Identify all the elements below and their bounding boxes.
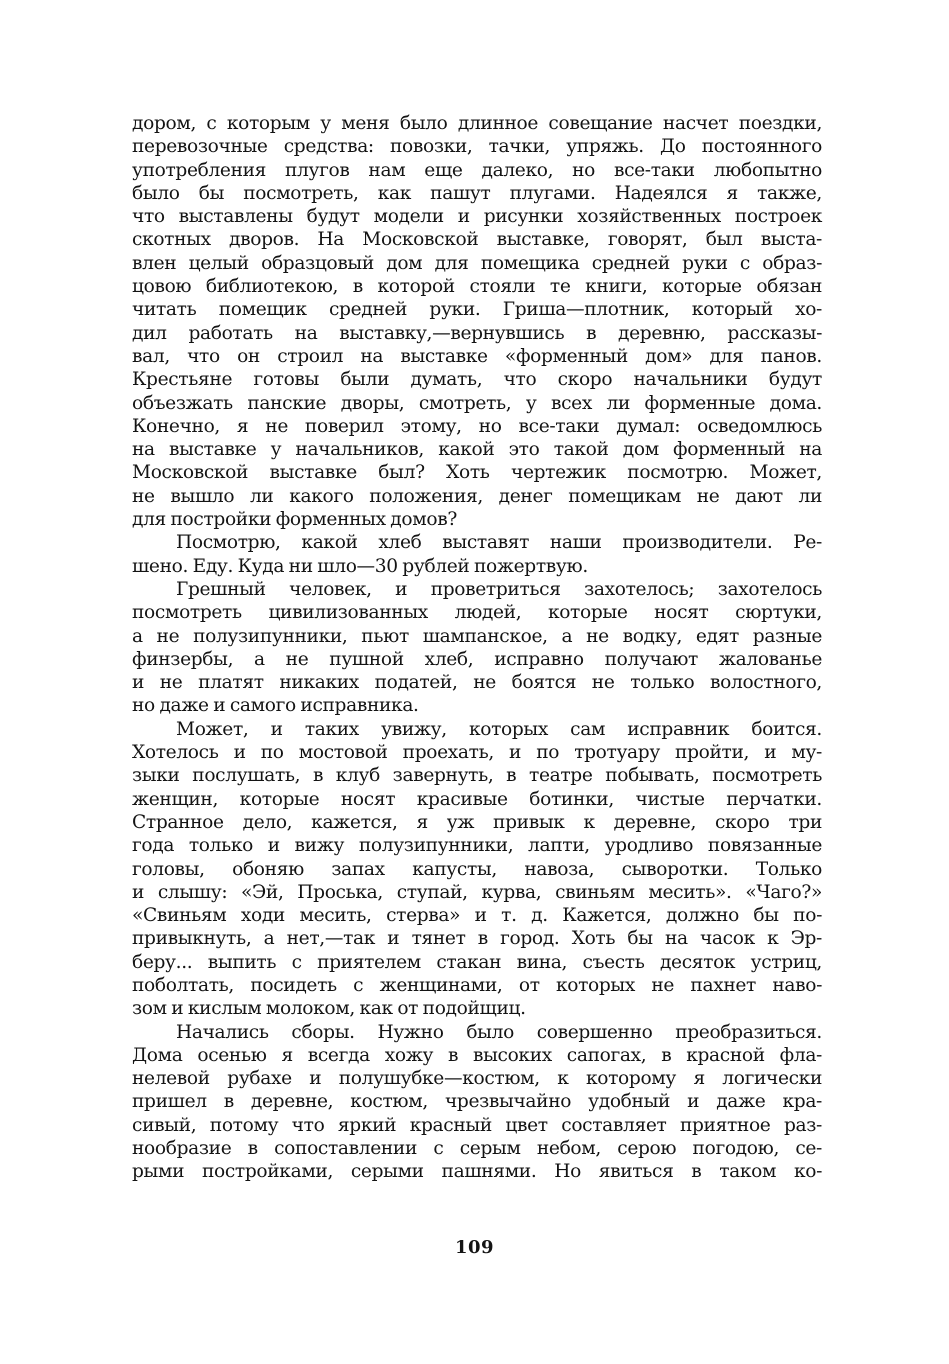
paragraph: [132, 112, 822, 531]
text-line: перевозочные средства: повозки, тачки, упряжь. До постоянного: [132, 136, 822, 158]
text-line: Странное дело, кажется, я уж привык к деревне, скоро три: [132, 811, 822, 833]
text-line: беру... выпить с приятелем стакан вина, съесть десяток устриц,: [132, 951, 822, 973]
text-line: а не полузипунники, пьют шампанское, а не водку, едят разные: [132, 625, 822, 647]
paragraph: [132, 718, 822, 1021]
text-line: шено. Еду. Куда ни шло—30 рублей пожертвую.: [132, 555, 588, 577]
paragraph: [132, 578, 822, 718]
text-line: Дома осенью я всегда хожу в высоких сапогах, в красной фла-: [132, 1044, 822, 1066]
page-number: 109: [454, 1237, 495, 1258]
text-line: объезжать панские дворы, смотреть, у всех ли форменные дома.: [132, 392, 822, 414]
paragraph: [132, 1021, 822, 1184]
text-line: не вышло ли какого положения, денег помещикам не дают ли: [132, 485, 822, 507]
text-line: для постройки форменных домов?: [132, 509, 457, 531]
text-line: читать помещик средней руки. Гриша—плотник, который хо-: [132, 299, 822, 321]
text-line: сивый, потому что яркий красный цвет составляет приятное раз-: [132, 1114, 822, 1136]
text-line: головы, обоняю запах капусты, навоза, сыворотки. Только: [132, 858, 822, 880]
text-line: пришел в деревне, костюм, чрезвычайно удобный и даже кра-: [132, 1091, 822, 1113]
text-line: употребления плугов нам еще далеко, но все-таки любопытно: [132, 159, 822, 181]
text-line: скотных дворов. На Московской выставке, говорят, был выста-: [132, 229, 822, 251]
paragraph: [132, 531, 822, 578]
text-line: Грешный человек, и проветриться захотелось; захотелось: [176, 578, 822, 600]
text-line: года только и вижу полузипунники, лапти, уродливо повязанные: [132, 835, 822, 857]
text-line: Может, и таких увижу, которых сам исправник боится.: [176, 718, 822, 740]
text-line: но даже и самого исправника.: [132, 695, 419, 717]
text-line: было бы посмотреть, как пашут плугами. Надеялся я также,: [132, 182, 822, 204]
text-line: «Свиньям ходи месить, стерва» и т. д. Кажется, должно бы по-: [132, 905, 822, 927]
text-line: поболтать, посидеть с женщинами, от которых не пахнет наво-: [132, 974, 822, 996]
text-line: и слышу: «Эй, Проська, ступай, курва, свиньям месить». «Чаго?»: [132, 881, 822, 903]
text-line: Конечно, я не поверил этому, но все-таки думал: осведомлюсь: [132, 415, 822, 437]
text-line: цовою библиотекою, в которой стояли те книги, которые обязан: [132, 276, 822, 298]
text-line: рыми постройками, серыми пашнями. Но явиться в таком ко-: [132, 1161, 822, 1183]
text-line: что выставлены будут модели и рисунки хозяйственных построек: [132, 206, 822, 228]
text-line: женщин, которые носят красивые ботинки, чистые перчатки.: [132, 788, 822, 810]
text-line: Начались сборы. Нужно было совершенно преобразиться.: [176, 1021, 822, 1043]
text-line: Московской выставке был? Хоть чертежик посмотрю. Может,: [132, 462, 822, 484]
text-line: посмотреть цивилизованных людей, которые носят сюртуки,: [132, 602, 822, 624]
text-line: Крестьяне готовы были думать, что скоро начальники будут: [132, 369, 822, 391]
text-line: нелевой рубахе и полушубке—костюм, к которому я логически: [132, 1068, 822, 1090]
text-line: дором, с которым у меня было длинное совещание насчет поездки,: [132, 113, 822, 134]
text-line: финзербы, а не пушной хлеб, исправно получают жалованье: [132, 648, 822, 670]
text-line: Хотелось и по мостовой проехать, и по тротуару пройти, и му-: [132, 742, 822, 764]
page-body: [132, 112, 822, 1184]
text-line: привыкнуть, а нет,—так и тянет в город. Хоть бы на часок к Эр-: [132, 928, 822, 950]
text-line: нообразие в сопоставлении с серым небом, серою погодою, се-: [132, 1138, 822, 1160]
text-line: влен целый образцовый дом для помещика средней руки с образ-: [132, 252, 822, 274]
text-line: вал, что он строил на выставке «форменный дом» для панов.: [132, 345, 822, 367]
text-line: зом и кислым молоком, как от подойщиц.: [132, 998, 526, 1020]
text-line: Посмотрю, какой хлеб выставят наши производители. Ре-: [176, 532, 822, 554]
text-line: зыки послушать, в клуб завернуть, в театре побывать, посмотреть: [132, 765, 822, 787]
text-line: дил работать на выставку,—вернувшись в деревню, рассказы-: [132, 322, 822, 344]
text-line: и не платят никаких податей, не боятся не только волостного,: [132, 672, 822, 694]
text-line: на выставке у начальников, какой это такой дом форменный на: [132, 439, 822, 461]
